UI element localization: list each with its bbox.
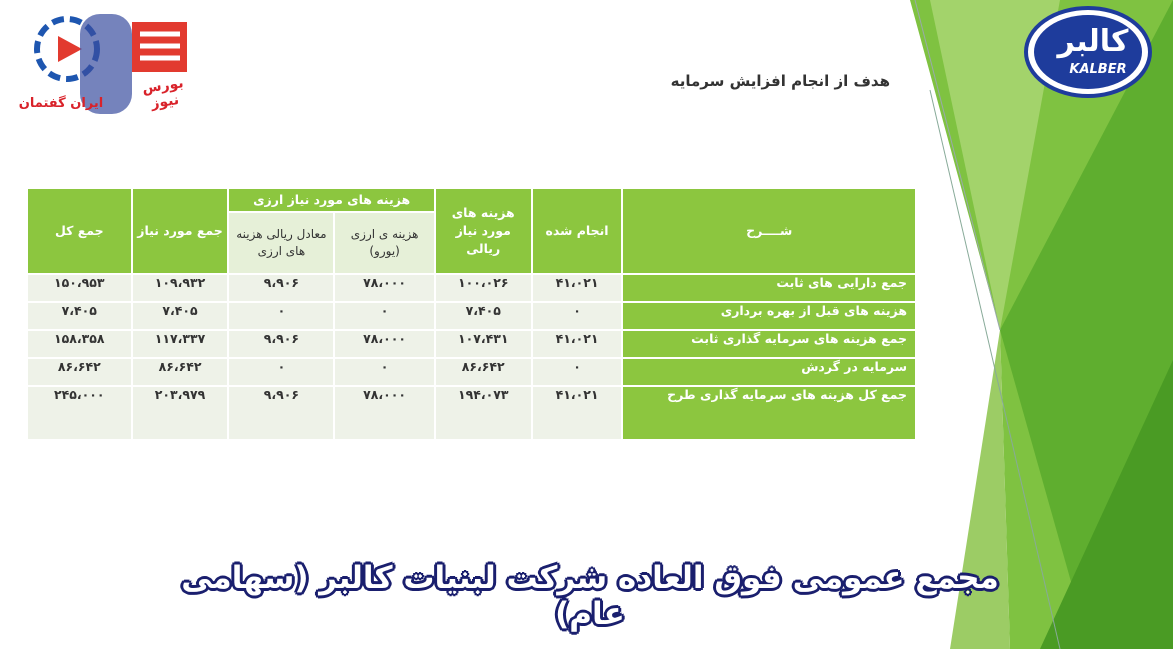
- cell-need: ۲۰۳،۹۷۹: [133, 387, 228, 439]
- header-fx-group: هزینه های مورد نیاز ارزی: [229, 189, 433, 211]
- cell-need: ۱۰۹،۹۳۲: [133, 275, 228, 301]
- cell-rial-eq: ۰: [229, 359, 333, 385]
- bourse-news-label: بورس نیوز: [141, 75, 185, 112]
- row-desc: هزینه های قبل از بهره برداری: [623, 303, 915, 329]
- cell-total: ۱۵۸،۳۵۸: [28, 331, 131, 357]
- cell-rial: ۱۰۰،۰۲۶: [436, 275, 531, 301]
- cell-rial: ۸۶،۶۴۲: [436, 359, 531, 385]
- header-desc: شــــرح: [623, 189, 915, 273]
- header-rial-cost: هزینه های مورد نیاز ریالی: [436, 189, 531, 273]
- table-row: [28, 303, 915, 329]
- cell-euro: ۷۸،۰۰۰: [335, 275, 433, 301]
- cell-need: ۱۱۷،۳۳۷: [133, 331, 228, 357]
- cell-euro: ۰: [335, 303, 433, 329]
- cell-total: ۷،۴۰۵: [28, 303, 131, 329]
- iran-goftman-label: ایران گفتمان: [18, 96, 104, 111]
- cell-rial-eq: ۹،۹۰۶: [229, 387, 333, 439]
- cell-need: ۸۶،۶۴۲: [133, 359, 228, 385]
- cell-rial: ۱۰۷،۴۳۱: [436, 331, 531, 357]
- cell-rial-eq: ۹،۹۰۶: [229, 275, 333, 301]
- header-sum-needed: جمع مورد نیاز: [133, 189, 228, 273]
- capital-increase-table: [26, 187, 917, 441]
- cell-total: ۱۵۰،۹۵۳: [28, 275, 131, 301]
- header-total: جمع کل: [28, 189, 131, 273]
- kalber-wordmark: کالبر: [1057, 24, 1129, 59]
- row-desc: سرمایه در گردش: [623, 359, 915, 385]
- slide-title: هدف از انجام افزایش سرمایه: [670, 72, 890, 90]
- cell-done: ۰: [533, 359, 622, 385]
- video-caption: مجمع عمومی فوق العاده شرکت لبنیات کالبر (سهامی عام): [181, 560, 999, 632]
- cell-rial: ۱۹۴،۰۷۳: [436, 387, 531, 439]
- cell-euro: ۷۸،۰۰۰: [335, 387, 433, 439]
- row-desc: جمع دارایی های ثابت: [623, 275, 915, 301]
- table-row: [28, 387, 915, 439]
- header-done: انجام شده: [533, 189, 622, 273]
- table-row: [28, 275, 915, 301]
- header-fx-euro: هزینه ی ارزی (یورو): [335, 213, 433, 273]
- cell-done: ۴۱،۰۲۱: [533, 275, 622, 301]
- cell-rial: ۷،۴۰۵: [436, 303, 531, 329]
- table-row: [28, 331, 915, 357]
- cell-total: ۲۴۵،۰۰۰: [28, 387, 131, 439]
- kalber-latin-wordmark: KALBER: [1069, 62, 1127, 77]
- cell-done: ۰: [533, 303, 622, 329]
- cell-need: ۷،۴۰۵: [133, 303, 228, 329]
- row-desc: جمع کل هزینه های سرمایه گذاری طرح: [623, 387, 915, 439]
- cell-euro: ۰: [335, 359, 433, 385]
- kalber-logo: [1018, 4, 1158, 104]
- cell-rial-eq: ۰: [229, 303, 333, 329]
- broadcaster-logos: [12, 4, 197, 129]
- header-fx-rial-eq: معادل ریالی هزینه های ارزی: [229, 213, 333, 273]
- row-desc: جمع هزینه های سرمایه گذاری ثابت: [623, 331, 915, 357]
- cell-rial-eq: ۹،۹۰۶: [229, 331, 333, 357]
- cell-done: ۴۱،۰۲۱: [533, 387, 622, 439]
- cell-euro: ۷۸،۰۰۰: [335, 331, 433, 357]
- cell-total: ۸۶،۶۴۲: [28, 359, 131, 385]
- cell-done: ۴۱،۰۲۱: [533, 331, 622, 357]
- table-row: [28, 359, 915, 385]
